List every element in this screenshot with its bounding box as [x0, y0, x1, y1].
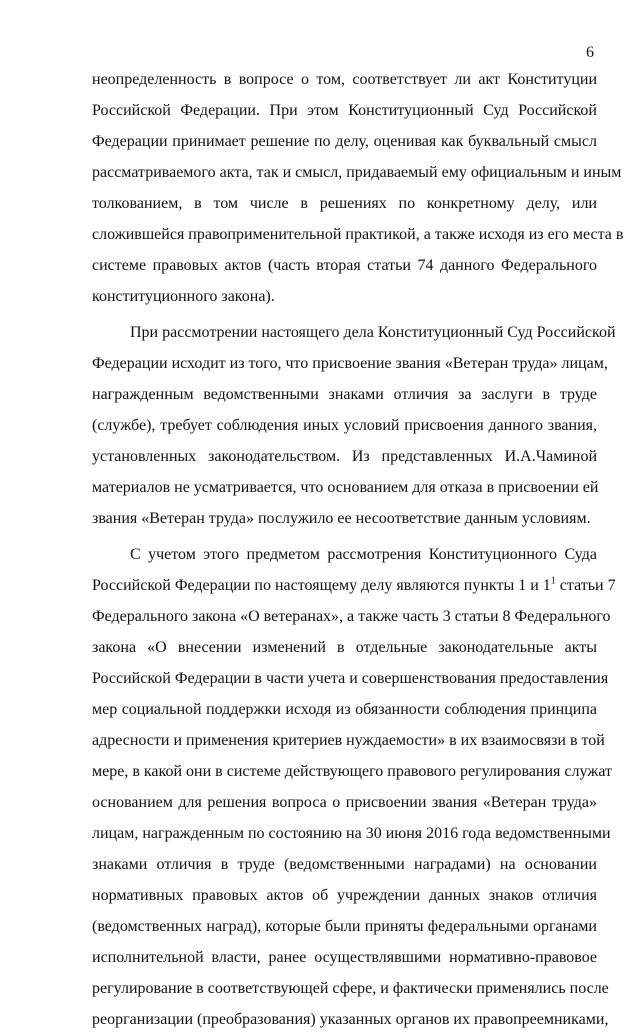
- page-number: 6: [586, 44, 594, 61]
- text-segment: Российской Федерации по настоящему делу являются пункты 1 и 1: [92, 577, 551, 594]
- text-line: нормативных правовых актов об учреждении данных знаков отличия: [92, 887, 597, 904]
- paragraph-3: [92, 539, 616, 1035]
- text-line: звания «Ветеран труда» послужило ее несоответствие данным условиям.: [92, 510, 591, 527]
- paragraph-1: [92, 64, 624, 312]
- text-line: основанием для решения вопроса о присвоении звания «Ветеран труда»: [92, 794, 597, 811]
- text-line: установленных законодательством. Из представленных И.А.Чаминой: [92, 448, 597, 465]
- paragraph-2: [92, 317, 616, 534]
- text-line: адресности и применения критериев нуждаемости» в их взаимосвязи в той: [92, 732, 605, 749]
- text-line: Федерации исходит из того, что присвоение звания «Ветеран труда» лицам,: [92, 355, 608, 372]
- text-line: (службе), требует соблюдения иных условий присвоения данного звания,: [92, 417, 597, 434]
- text-line: С учетом этого предметом рассмотрения Конституционного Суда: [130, 546, 597, 563]
- text-line: При рассмотрении настоящего дела Конституционный Суд Российской: [130, 324, 616, 341]
- text-line: (ведомственных наград), которые были приняты федеральными органами: [92, 918, 597, 935]
- text-line: материалов не усматривается, что основанием для отказа в присвоении ей: [92, 479, 599, 496]
- text-line: знаками отличия в труде (ведомственными наградами) на основании: [92, 856, 597, 873]
- text-line: конституционного закона).: [92, 288, 275, 305]
- text-line: Российской Федерации в части учета и совершенствования предоставления: [92, 670, 609, 687]
- document-body: [92, 64, 624, 1035]
- text-line: Федерального закона «О ветеранах», а также часть 3 статьи 8 Федерального: [92, 608, 611, 625]
- text-line: мере, в какой они в системе действующего правового регулирования служат: [92, 763, 613, 780]
- text-line: мер социальной поддержки исходя из обязанности соблюдения принципа: [92, 701, 597, 718]
- text-line: системе правовых актов (часть вторая статьи 74 данного Федерального: [92, 257, 597, 274]
- text-line: лицам, награжденным по состоянию на 30 июня 2016 года ведомственными: [92, 825, 611, 842]
- text-line: закона «О внесении изменений в отдельные законодательные акты: [92, 639, 597, 656]
- text-line: награжденным ведомственными знаками отличия за заслуги в труде: [92, 386, 597, 403]
- text-line: рассматриваемого акта, так и смысл, придаваемый ему официальным и иным: [92, 164, 622, 181]
- text-segment: статьи 7: [555, 577, 616, 594]
- text-line: неопределенность в вопросе о том, соответствует ли акт Конституции: [92, 71, 597, 88]
- text-line: сложившейся правоприменительной практикой, а также исходя из его места в: [92, 226, 624, 243]
- text-line: реорганизации (преобразования) указанных органов их правопреемниками,: [92, 1011, 609, 1028]
- text-line: регулирование в соответствующей сфере, и фактически применялись после: [92, 980, 609, 997]
- text-line: исполнительной власти, ранее осуществлявшими нормативно-правовое: [92, 949, 597, 966]
- superscript: 1: [550, 575, 556, 587]
- text-line: Российской Федерации. При этом Конституционный Суд Российской: [92, 102, 597, 119]
- text-line: толкованием, в том числе в решениях по конкретному делу, или: [92, 195, 597, 212]
- text-line-with-superscript: [92, 570, 616, 601]
- text-line: Федерации принимает решение по делу, оценивая как буквальный смысл: [92, 133, 597, 150]
